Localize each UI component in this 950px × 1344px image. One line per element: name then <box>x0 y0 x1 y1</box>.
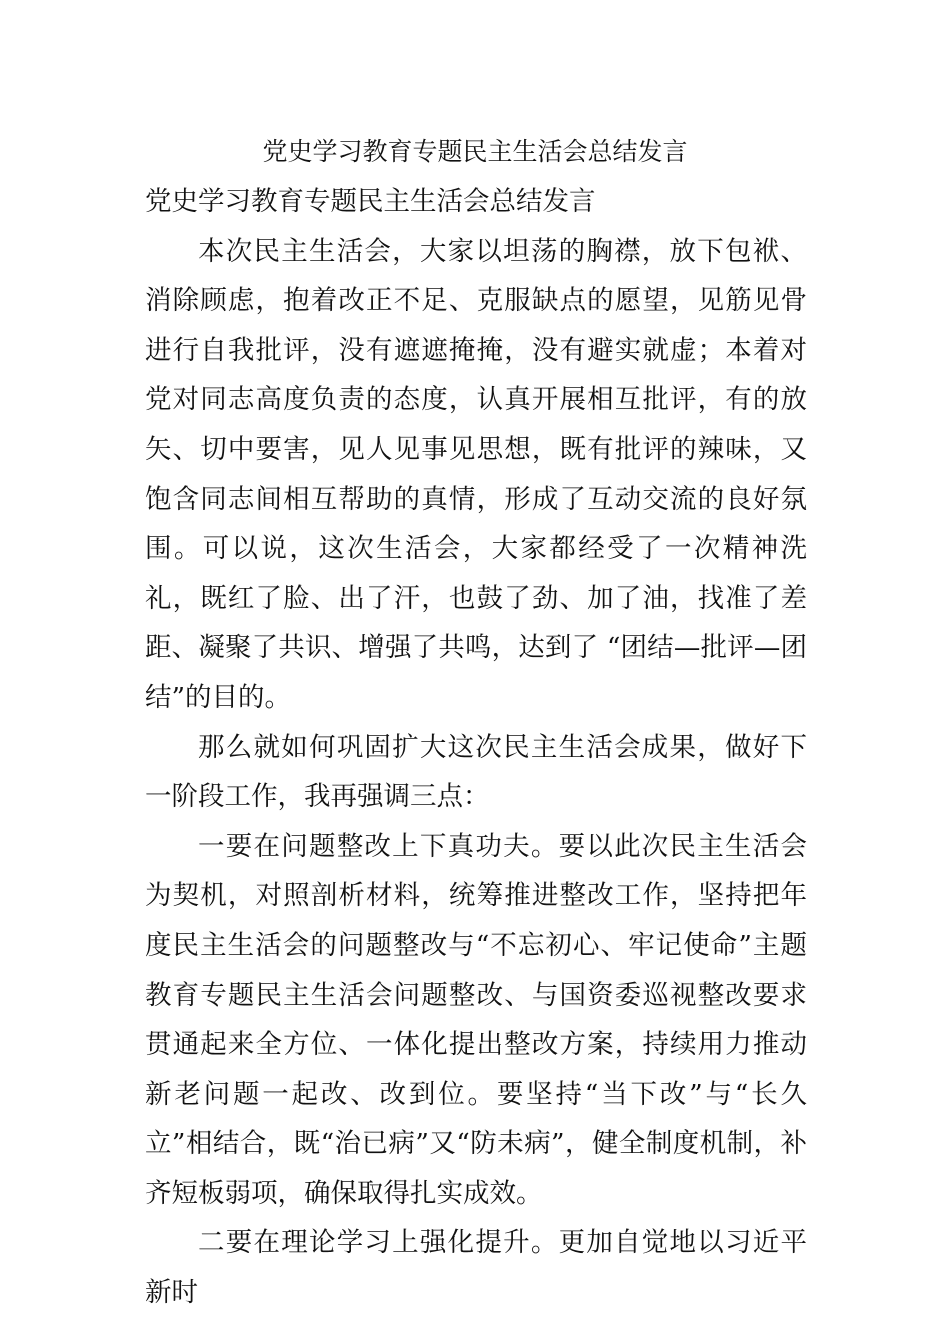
document-title: 党史学习教育专题民主生活会总结发言 <box>262 137 688 166</box>
paragraph-2: 那么就如何巩固扩大这次民主生活会成果，做好下一阶段工作，我再强调三点： <box>145 731 807 813</box>
paragraph-1: 本次民主生活会，大家以坦荡的胸襟，放下包袱、消除顾虑，抱着改正不足、克服缺点的愿望，见筋见骨进行自我批评，没有遮遮掩掩，没有避实就虚；本着对党对同志高度负责的态度，认真开展相互批评，有的放矢、切中要害，见人见事见思想，既有批评的辣味，又饱含同志间相互帮助的真情，形成了互动交流的良好氛围。可以说，这次生活会，大家都经受了一次精神洗礼，既红了脸、出了汗，也鼓了劲、加了油，找准了差距、凝聚了共识、增强了共鸣，达到了 “团结—批评—团结”的目的。 <box>145 235 807 713</box>
paragraph-3: 一要在问题整改上下真功夫。要以此次民主生活会为契机，对照剖析材料，统筹推进整改工作，坚持把年度民主生活会的问题整改与“不忘初心、牢记使命”主题教育专题民主生活会问题整改、与国资委巡视整改要求贯通起来全方位、一体化提出整改方案，持续用力推动新老问题一起改、改到位。要坚持“当下改”与“长久立”相结合，既“治已病”又“防未病”，健全制度机制，补齐短板弱项，确保取得扎实成效。 <box>145 830 807 1209</box>
document-body <box>145 177 807 1318</box>
document-subtitle: 党史学习教育专题民主生活会总结发言 <box>145 186 596 217</box>
paragraph-4: 二要在理论学习上强化提升。更加自觉地以习近平新时 <box>145 1227 807 1309</box>
